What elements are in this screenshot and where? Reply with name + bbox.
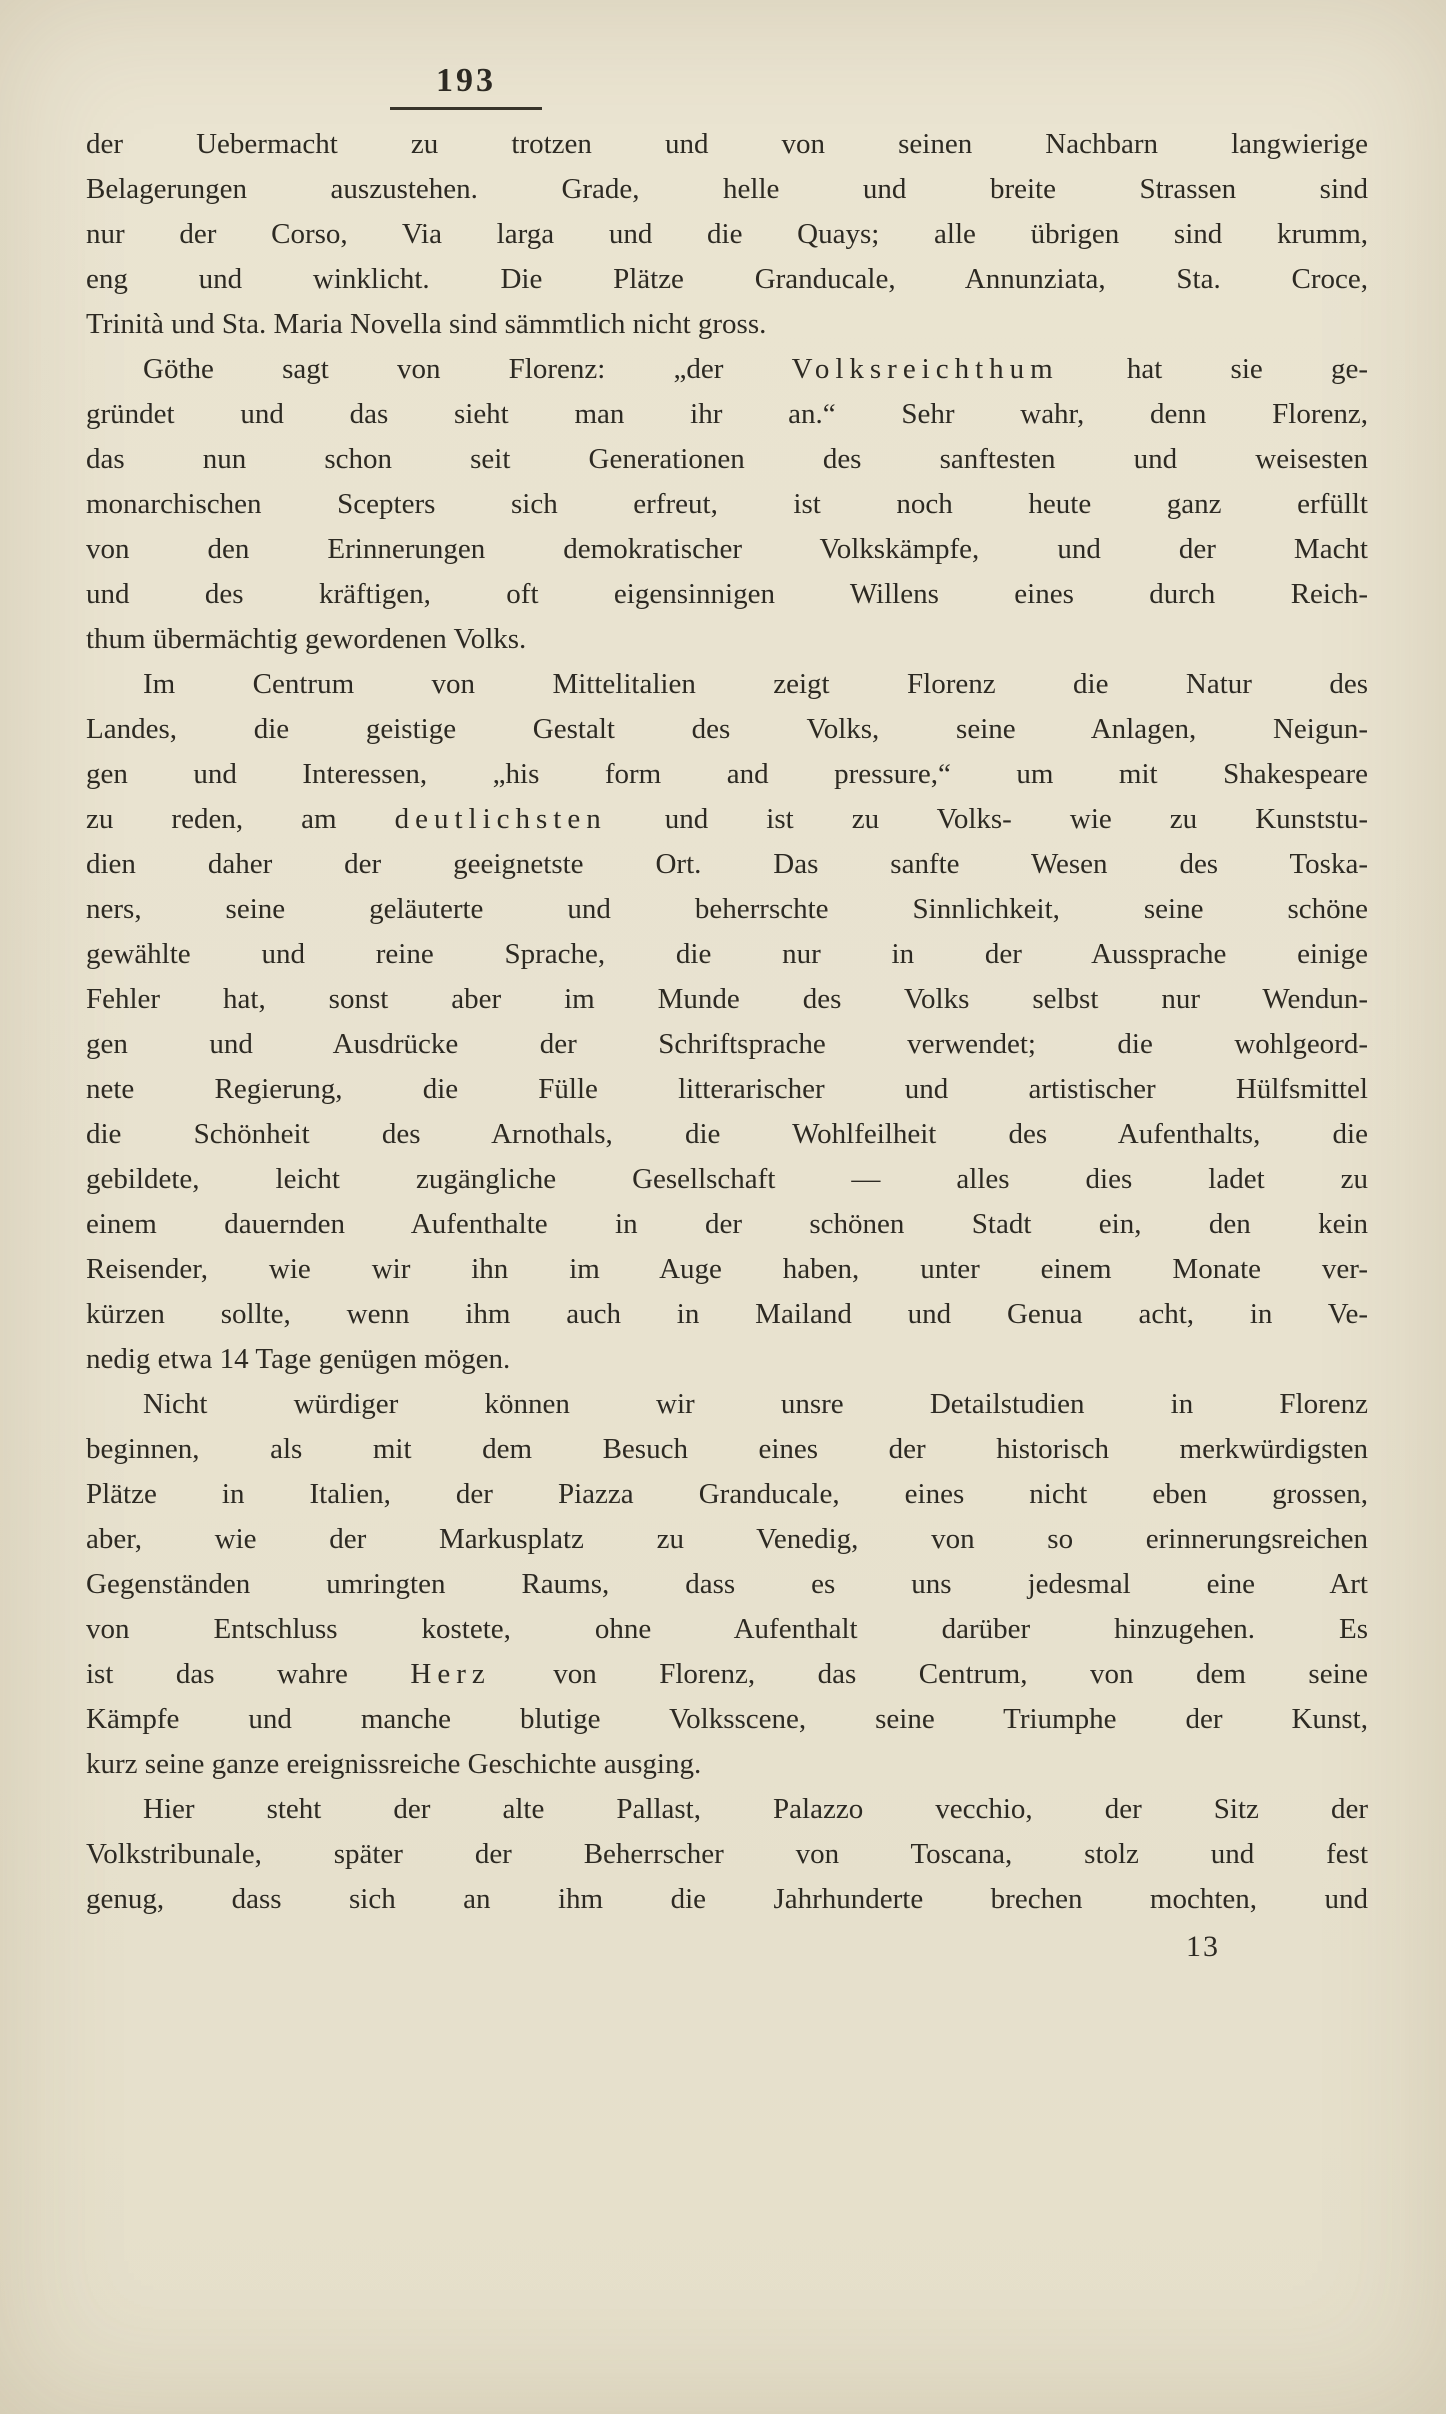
page-number: 193: [390, 62, 542, 110]
text-line: Fehler hat, sonst aber im Munde des Volks selbst nur Wendun-: [86, 983, 1368, 1015]
text-line: ist das wahre Herz von Florenz, das Centrum, von dem seine: [86, 1658, 1368, 1690]
text-line: zu reden, am deutlichsten und ist zu Volks- wie zu Kunststu-: [86, 803, 1368, 835]
text-line: Belagerungen auszustehen. Grade, helle und breite Strassen sind: [86, 173, 1368, 205]
letterspaced-text: Herz: [410, 1658, 491, 1690]
text-line: gen und Interessen, „his form and pressure,“ um mit Shakespeare: [86, 758, 1368, 790]
text-line: kürzen sollte, wenn ihm auch in Mailand und Genua acht, in Ve-: [86, 1298, 1368, 1330]
text-line: gründet und das sieht man ihr an.“ Sehr wahr, denn Florenz,: [86, 398, 1368, 430]
text-line: Göthe sagt von Florenz: „der Volksreichthum hat sie ge-: [143, 353, 1368, 385]
text-line: Reisender, wie wir ihn im Auge haben, unter einem Monate ver-: [86, 1253, 1368, 1285]
paragraph: [86, 122, 1368, 347]
text-line: genug, dass sich an ihm die Jahrhunderte brechen mochten, und: [86, 1883, 1368, 1915]
text-line: das nun schon seit Generationen des sanftesten und weisesten: [86, 443, 1368, 475]
text-line: dien daher der geeignetste Ort. Das sanfte Wesen des Toska-: [86, 848, 1368, 880]
text-block: [86, 122, 1368, 1922]
text-line: Im Centrum von Mittelitalien zeigt Florenz die Natur des: [143, 668, 1368, 700]
paragraph: [86, 1382, 1368, 1787]
text-line: die Schönheit des Arnothals, die Wohlfeilheit des Aufenthalts, die: [86, 1118, 1368, 1150]
letterspaced-text: Volksreichthum: [791, 353, 1059, 385]
text-line: thum übermächtig gewordenen Volks.: [86, 623, 527, 655]
text-line: beginnen, als mit dem Besuch eines der historisch merkwürdigsten: [86, 1433, 1368, 1465]
text-line: nedig etwa 14 Tage genügen mögen.: [86, 1343, 511, 1375]
text-line: aber, wie der Markusplatz zu Venedig, von so erinnerungsreichen: [86, 1523, 1368, 1555]
paragraph: [86, 1787, 1368, 1922]
text-line: gewählte und reine Sprache, die nur in der Aussprache einige: [86, 938, 1368, 970]
text-line: Hier steht der alte Pallast, Palazzo vecchio, der Sitz der: [143, 1793, 1368, 1825]
text-line: Landes, die geistige Gestalt des Volks, seine Anlagen, Neigun-: [86, 713, 1368, 745]
text-line: von Entschluss kostete, ohne Aufenthalt darüber hinzugehen. Es: [86, 1613, 1368, 1645]
letterspaced-text: deutlichsten: [394, 803, 607, 835]
text-line: eng und winklicht. Die Plätze Granducale, Annunziata, Sta. Croce,: [86, 263, 1368, 295]
text-line: gen und Ausdrücke der Schriftsprache verwendet; die wohlgeord-: [86, 1028, 1368, 1060]
text-line: Kämpfe und manche blutige Volksscene, seine Triumphe der Kunst,: [86, 1703, 1368, 1735]
text-line: Trinità und Sta. Maria Novella sind sämmtlich nicht gross.: [86, 308, 767, 340]
text-line: nete Regierung, die Fülle litterarischer und artistischer Hülfsmittel: [86, 1073, 1368, 1105]
text-line: Volkstribunale, später der Beherrscher von Toscana, stolz und fest: [86, 1838, 1368, 1870]
paragraph: [86, 347, 1368, 662]
text-line: gebildete, leicht zugängliche Gesellschaft — alles dies ladet zu: [86, 1163, 1368, 1195]
text-line: kurz seine ganze ereignissreiche Geschichte ausging.: [86, 1748, 702, 1780]
text-line: monarchischen Scepters sich erfreut, ist noch heute ganz erfüllt: [86, 488, 1368, 520]
paragraph: [86, 662, 1368, 1382]
text-line: Nicht würdiger können wir unsre Detailstudien in Florenz: [143, 1388, 1368, 1420]
text-line: von den Erinnerungen demokratischer Volkskämpfe, und der Macht: [86, 533, 1368, 565]
signature-mark: 13: [1186, 1930, 1220, 1963]
text-line: ners, seine geläuterte und beherrschte Sinnlichkeit, seine schöne: [86, 893, 1368, 925]
text-line: einem dauernden Aufenthalte in der schönen Stadt ein, den kein: [86, 1208, 1368, 1240]
text-line: der Uebermacht zu trotzen und von seinen Nachbarn langwierige: [86, 128, 1368, 160]
text-line: Plätze in Italien, der Piazza Granducale, eines nicht eben grossen,: [86, 1478, 1368, 1510]
text-line: Gegenständen umringten Raums, dass es uns jedesmal eine Art: [86, 1568, 1368, 1600]
text-line: und des kräftigen, oft eigensinnigen Willens eines durch Reich-: [86, 578, 1368, 610]
text-line: nur der Corso, Via larga und die Quays; alle übrigen sind krumm,: [86, 218, 1368, 250]
